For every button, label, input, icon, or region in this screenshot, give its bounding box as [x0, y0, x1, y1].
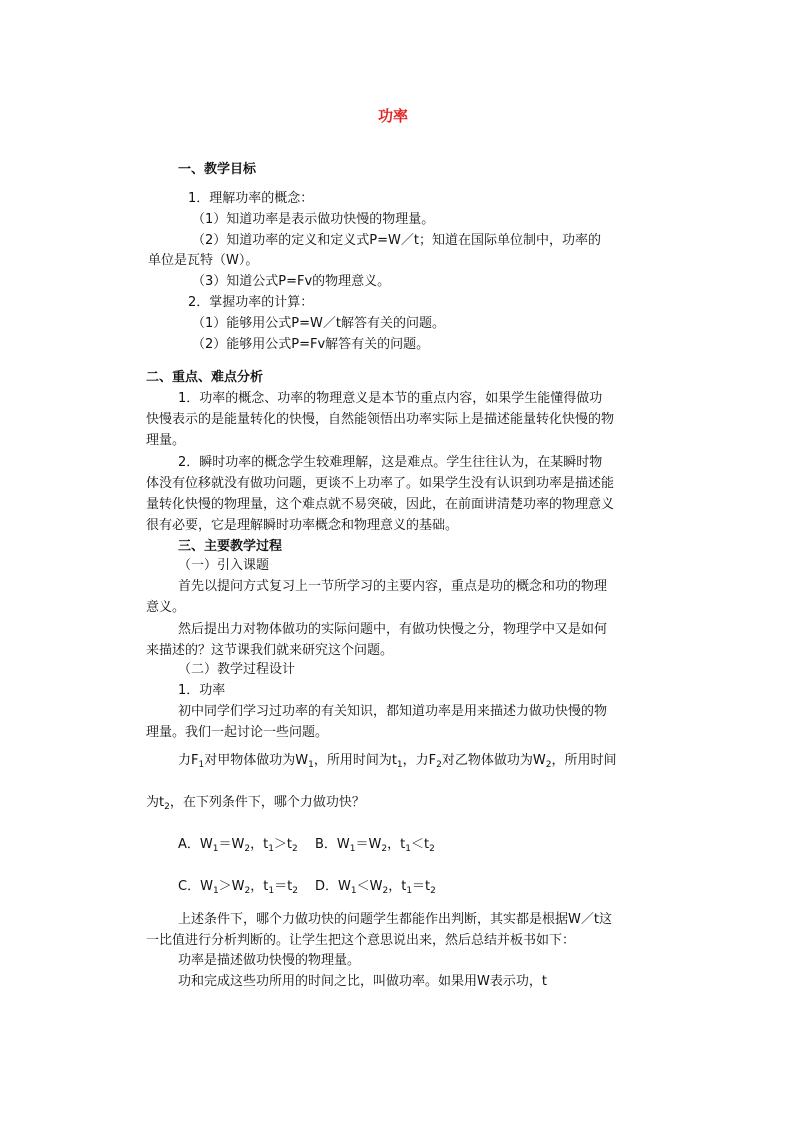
question-text: 为t	[146, 795, 165, 810]
design-para-2-line-2: 一比值进行分析判断的。让学生把这个意思说出来，然后总结并板书如下：	[146, 933, 576, 948]
keypoint-1-line-1: 1．功率的概念、功率的物理意义是本节的重点内容，如果学生能懂得做功	[178, 391, 603, 406]
subsection-intro: （一）引入课题	[178, 558, 270, 573]
subscript: 1	[349, 844, 356, 854]
question-text: 对甲物体做功为W	[204, 753, 309, 768]
option-text: ，t	[387, 837, 406, 852]
question-text: ，在下列条件下，哪个力做功快？	[169, 795, 365, 810]
option-text: D．W	[315, 879, 351, 894]
subscript: 2	[545, 760, 552, 770]
section-heading-objectives: 一、教学目标	[178, 162, 257, 177]
option-b	[315, 837, 435, 853]
option-c	[178, 879, 298, 895]
intro-para-1-line-2: 意义。	[146, 600, 186, 615]
keypoint-2-line-3: 量转化快慢的物理量，这个难点就不易突破，因此，在前面讲清楚功率的物理意义	[146, 497, 615, 512]
option-text: ，t	[388, 879, 407, 894]
subscript: 2	[292, 844, 298, 854]
section-heading-keypoints: 二、重点、难点分析	[146, 370, 264, 385]
option-d	[315, 879, 436, 895]
subscript: 1	[198, 760, 205, 770]
subscript: 2	[429, 844, 435, 854]
intro-para-2-line-1: 然后提出力对物体做功的实际问题中，有做功快慢之分，物理学中又是如何	[178, 622, 608, 637]
design-para-2-line-1: 上述条件下，哪个力做功快的问题学生都能作出判断，其实都是根据W／t这	[178, 912, 612, 927]
subscript: 2	[382, 886, 389, 896]
objective-sub-2: （2）知道功率的定义和定义式P=W／t；知道在国际单位制中，功率的	[192, 233, 601, 248]
power-definition-summary: 功率是描述做功快慢的物理量。	[178, 953, 361, 968]
objective-sub-1: （1）知道功率是表示做功快慢的物理量。	[192, 212, 435, 227]
subscript: 1	[396, 760, 403, 770]
objective-item-1: 1．理解功率的概念：	[188, 191, 314, 206]
question-text: 对乙物体做功为W	[441, 753, 546, 768]
question-text: 力F	[178, 753, 199, 768]
subscript: 1	[405, 844, 411, 854]
question-text: ，所用时间	[551, 753, 617, 768]
subscript: 1	[212, 844, 219, 854]
question-text: ，所用时间为t	[313, 753, 397, 768]
design-para-1-line-1: 初中同学们学习过功率的有关知识，都知道功率是用来描述力做功快慢的物	[178, 704, 608, 719]
power-definition-line: 功和完成这些功所用的时间之比，叫做功率。如果用W表示功，t	[178, 974, 547, 989]
subscript: 1	[308, 760, 314, 770]
keypoint-1-line-3: 理量。	[146, 433, 186, 448]
objective-sub-2-cont: 单位是瓦特（W）。	[148, 253, 259, 268]
option-text: ，t	[250, 837, 269, 852]
subscript: 2	[430, 886, 436, 896]
option-text: ＞t	[273, 837, 293, 852]
option-a	[178, 837, 298, 853]
option-text: A．W	[178, 837, 213, 852]
design-para-1-line-2: 理量。我们一起讨论一些问题。	[146, 725, 329, 740]
option-text: ＝t	[274, 879, 293, 894]
question-text: ，力F	[402, 753, 437, 768]
objective-sub-4: （1）能够用公式P=W／t解答有关的问题。	[192, 316, 445, 331]
section-heading-process: 三、主要教学过程	[178, 539, 283, 554]
subscript: 1	[268, 886, 275, 896]
intro-para-1-line-1: 首先以提问方式复习上一节所学习的主要内容，重点是功的概念和功的物理	[178, 579, 608, 594]
objective-sub-5: （2）能够用公式P=Fv解答有关的问题。	[192, 337, 430, 352]
option-text: ＞W	[218, 879, 245, 894]
subscript: 1	[212, 886, 219, 896]
subsection-design: （二）教学过程设计	[178, 662, 296, 677]
subscript: 1	[406, 886, 413, 896]
keypoint-2-line-1: 2．瞬时功率的概念学生较难理解，这是难点。学生往往认为，在某瞬时物	[178, 455, 603, 470]
option-text: ＜W	[356, 879, 383, 894]
option-text: ＝W	[218, 837, 245, 852]
question-line-2	[146, 795, 365, 811]
subscript: 2	[244, 886, 251, 896]
page-title: 功率	[378, 107, 409, 125]
subscript: 1	[350, 886, 357, 896]
option-text: ＝W	[355, 837, 382, 852]
option-text: ，t	[250, 879, 269, 894]
subscript: 2	[164, 802, 170, 812]
keypoint-2-line-4: 很有必要，它是理解瞬时功率概念和物理意义的基础。	[146, 518, 459, 533]
objective-item-2: 2．掌握功率的计算：	[188, 295, 314, 310]
subscript: 2	[292, 886, 298, 896]
objective-sub-3: （3）知道公式P=Fv的物理意义。	[192, 274, 391, 289]
option-text: B．W	[315, 837, 350, 852]
subscript: 2	[244, 844, 251, 854]
option-text: C．W	[178, 879, 213, 894]
subscript: 2	[381, 844, 388, 854]
keypoint-1-line-2: 快慢表示的是能量转化的快慢，自然能领悟出功率实际上是描述能量转化快慢的物	[146, 412, 615, 427]
option-text: ＜t	[410, 837, 430, 852]
subscript: 2	[436, 760, 442, 770]
option-text: ＝t	[412, 879, 431, 894]
question-line-1	[178, 753, 616, 769]
design-item-1: 1．功率	[178, 683, 226, 698]
intro-para-2-line-2: 来描述的？这节课我们就来研究这个问题。	[146, 643, 394, 658]
keypoint-2-line-2: 体没有位移就没有做功问题，更谈不上功率了。如果学生没有认识到功率是描述能	[146, 476, 615, 491]
subscript: 1	[268, 844, 274, 854]
